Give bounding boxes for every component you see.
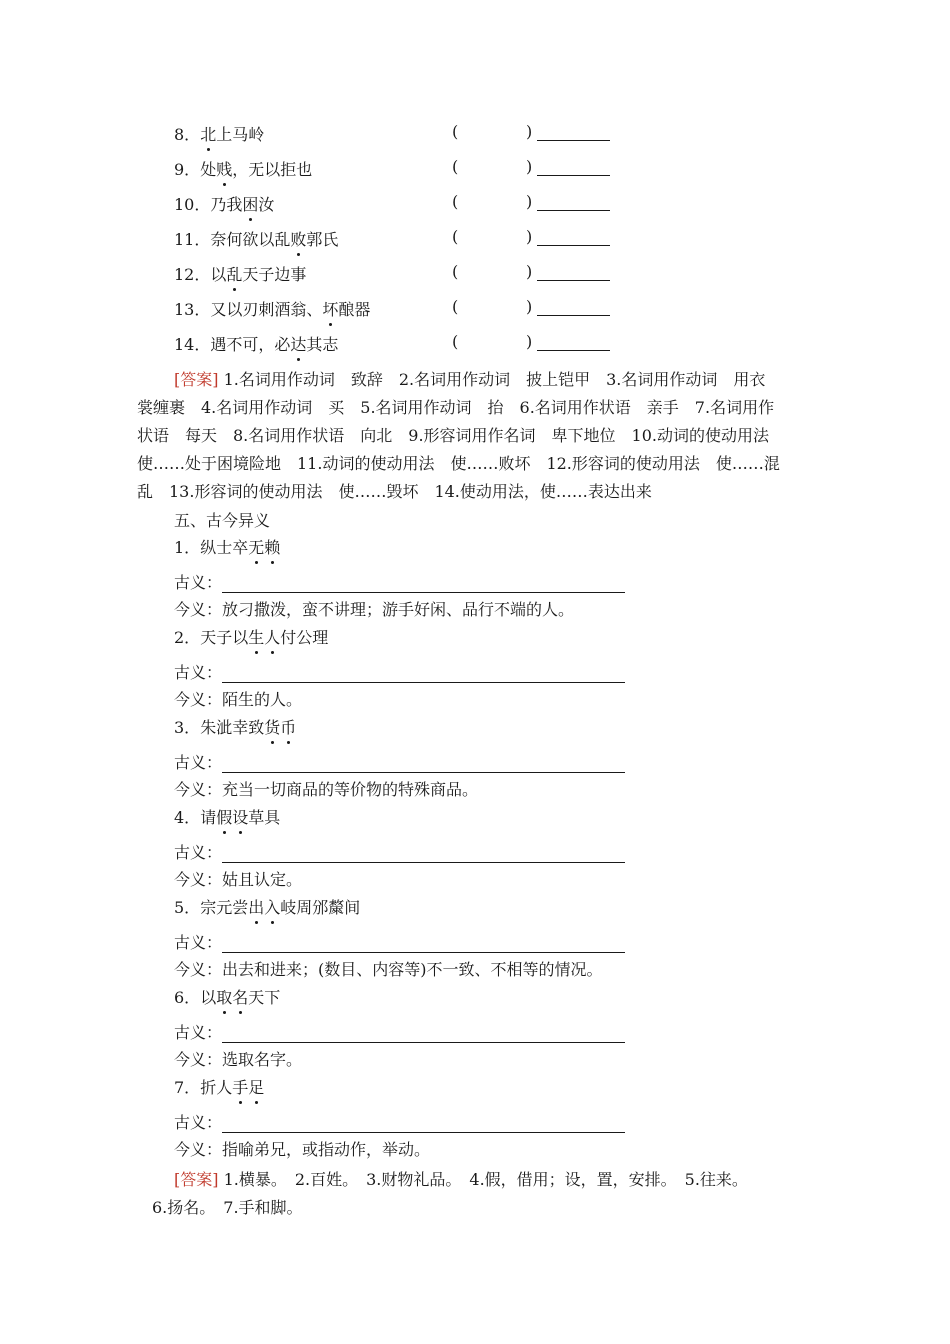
exercise-number: 10． bbox=[174, 195, 211, 214]
exercise-number: 14． bbox=[174, 335, 211, 354]
text-fragment: 天下 bbox=[248, 988, 281, 1007]
modern-meaning-row bbox=[174, 597, 574, 620]
text-fragment: 遇不可，必 bbox=[210, 335, 291, 354]
exercise-number: 11． bbox=[174, 230, 211, 249]
text-fragment: 乃我 bbox=[210, 195, 243, 214]
answer-line bbox=[137, 395, 774, 418]
emphasis-char: 假 bbox=[216, 805, 232, 828]
emphasis-char: 币 bbox=[280, 715, 296, 738]
phrase-item bbox=[174, 715, 296, 738]
answer-blank[interactable] bbox=[537, 297, 610, 316]
text-fragment: 酿器 bbox=[338, 300, 371, 319]
text-fragment: 人 bbox=[216, 1078, 233, 1097]
text-fragment: 宗元尝 bbox=[200, 898, 249, 917]
text-fragment: 上马岭 bbox=[216, 125, 265, 144]
ancient-meaning-blank[interactable] bbox=[222, 576, 625, 593]
text-fragment: 以 bbox=[210, 265, 227, 284]
text-fragment: 其志 bbox=[306, 335, 339, 354]
exercise-text bbox=[174, 227, 338, 250]
paren-close: ) bbox=[526, 227, 533, 246]
ancient-meaning-row bbox=[174, 660, 625, 683]
modern-meaning-text: 选取名字。 bbox=[222, 1050, 303, 1069]
emphasis-char: 无 bbox=[248, 535, 264, 558]
ancient-meaning-blank[interactable] bbox=[222, 1116, 625, 1133]
text-fragment: 草具 bbox=[248, 808, 281, 827]
answer-blank[interactable] bbox=[537, 262, 610, 281]
ancient-meaning-blank[interactable] bbox=[222, 756, 625, 773]
exercise-row bbox=[0, 332, 950, 354]
emphasis-char: 足 bbox=[248, 1075, 264, 1098]
ancient-meaning-label: 古义： bbox=[174, 933, 223, 952]
text-fragment: 处 bbox=[200, 160, 217, 179]
exercise-row bbox=[0, 122, 950, 144]
exercise-row bbox=[0, 262, 950, 284]
emphasis-char: 货 bbox=[264, 715, 280, 738]
answer-block-2-line-1 bbox=[174, 1167, 748, 1190]
paren-open: ( bbox=[452, 227, 459, 246]
text-fragment: 请 bbox=[200, 808, 217, 827]
phrase-number: 6． bbox=[174, 988, 201, 1007]
text-fragment: 朱泚幸致 bbox=[200, 718, 265, 737]
modern-meaning-text: 充当一切商品的等价物的特殊商品。 bbox=[222, 780, 479, 799]
modern-meaning-label: 今义： bbox=[174, 690, 223, 709]
ancient-meaning-blank[interactable] bbox=[222, 666, 625, 683]
phrase-item bbox=[174, 1075, 264, 1098]
exercise-row bbox=[0, 192, 950, 214]
modern-meaning-label: 今义： bbox=[174, 960, 223, 979]
answer-line bbox=[137, 451, 780, 474]
emphasis-char: 坏 bbox=[322, 297, 338, 320]
answer-line bbox=[137, 423, 769, 446]
phrase-item bbox=[174, 805, 280, 828]
answer-blank[interactable] bbox=[537, 227, 610, 246]
ancient-meaning-row bbox=[174, 750, 625, 773]
ancient-meaning-label: 古义： bbox=[174, 1113, 223, 1132]
answer-text: 状语 每天 8.名词用作状语 向北 9.形容词用作名词 卑下地位 10.动词的使动用法 bbox=[137, 426, 769, 445]
modern-meaning-label: 今义： bbox=[174, 600, 223, 619]
modern-meaning-text: 放刁撒泼，蛮不讲理；游手好闲、品行不端的人。 bbox=[222, 600, 575, 619]
ancient-meaning-blank[interactable] bbox=[222, 1026, 625, 1043]
text-fragment: 天子以 bbox=[200, 628, 249, 647]
exercise-text bbox=[174, 297, 370, 320]
exercise-row bbox=[0, 157, 950, 179]
phrase-number: 7． bbox=[174, 1078, 201, 1097]
paren-open: ( bbox=[452, 262, 459, 281]
emphasis-char: 贱 bbox=[216, 157, 232, 180]
answer-line bbox=[174, 367, 765, 390]
text-fragment: 汝 bbox=[258, 195, 275, 214]
text-fragment: ，无以拒也 bbox=[232, 160, 313, 179]
exercise-row bbox=[0, 297, 950, 319]
paren-open: ( bbox=[452, 297, 459, 316]
ancient-meaning-row bbox=[174, 1110, 625, 1133]
section-title: 五、古今异义 bbox=[174, 511, 271, 530]
emphasis-char: 人 bbox=[264, 625, 280, 648]
paren-open: ( bbox=[452, 157, 459, 176]
answer-text: 乱 13.形容词的使动用法 使……毁坏 14.使动用法，使……表达出来 bbox=[137, 482, 652, 501]
phrase-number: 2． bbox=[174, 628, 201, 647]
text-fragment: 郭氏 bbox=[306, 230, 339, 249]
exercise-number: 9． bbox=[174, 160, 201, 179]
modern-meaning-text: 出去和进来；(数目、内容等)不一致、不相等的情况。 bbox=[222, 960, 603, 979]
answer-block-2-line-2: 6.扬名。 7.手和脚。 bbox=[152, 1198, 303, 1217]
phrase-item bbox=[174, 985, 280, 1008]
paren-close: ) bbox=[526, 332, 533, 351]
exercise-text bbox=[174, 157, 312, 180]
paren-close: ) bbox=[526, 297, 533, 316]
paren-close: ) bbox=[526, 122, 533, 141]
modern-meaning-text: 姑且认定。 bbox=[222, 870, 303, 889]
answer-text: 使……处于困境险地 11.动词的使动用法 使……败坏 12.形容词的使动用法 使……混 bbox=[137, 454, 780, 473]
ancient-meaning-label: 古义： bbox=[174, 843, 223, 862]
modern-meaning-text: 指喻弟兄，或指动作，举动。 bbox=[222, 1140, 431, 1159]
modern-meaning-text: 陌生的人。 bbox=[222, 690, 303, 709]
ancient-meaning-row bbox=[174, 930, 625, 953]
emphasis-char: 困 bbox=[242, 192, 258, 215]
phrase-item bbox=[174, 625, 328, 648]
answer-blank[interactable] bbox=[537, 192, 610, 211]
modern-meaning-row bbox=[174, 957, 603, 980]
text-fragment: 付公理 bbox=[280, 628, 329, 647]
emphasis-char: 败 bbox=[290, 227, 306, 250]
text-fragment: 纵士卒 bbox=[200, 538, 249, 557]
exercise-text bbox=[174, 262, 306, 285]
paren-close: ) bbox=[526, 157, 533, 176]
modern-meaning-row bbox=[174, 1047, 302, 1070]
paren-open: ( bbox=[452, 332, 459, 351]
answer-blank[interactable] bbox=[537, 332, 610, 351]
answer-tag: [答案] bbox=[174, 1170, 219, 1189]
phrase-number: 3． bbox=[174, 718, 201, 737]
emphasis-char: 乱 bbox=[226, 262, 242, 285]
emphasis-char: 赖 bbox=[264, 535, 280, 558]
text-fragment: 奈何欲以乱 bbox=[210, 230, 291, 249]
exercise-text bbox=[174, 332, 338, 355]
modern-meaning-row bbox=[174, 1137, 430, 1160]
answer-text: 裳缠裹 4.名词用作动词 买 5.名词用作动词 抬 6.名词用作状语 亲手 7.名词用作 bbox=[137, 398, 775, 417]
text-fragment: 又以刃刺酒翁、 bbox=[210, 300, 323, 319]
ancient-meaning-blank[interactable] bbox=[222, 846, 625, 863]
ancient-meaning-row bbox=[174, 570, 625, 593]
answer-tag: [答案] bbox=[174, 370, 224, 389]
paren-close: ) bbox=[526, 262, 533, 281]
text-fragment: 以 bbox=[200, 988, 217, 1007]
emphasis-char: 设 bbox=[232, 805, 248, 828]
emphasis-char: 入 bbox=[264, 895, 280, 918]
ancient-meaning-row bbox=[174, 1020, 625, 1043]
text-fragment: 岐周邠斄间 bbox=[280, 898, 361, 917]
ancient-meaning-label: 古义： bbox=[174, 573, 223, 592]
emphasis-char: 名 bbox=[232, 985, 248, 1008]
modern-meaning-label: 今义： bbox=[174, 1140, 223, 1159]
phrase-item bbox=[174, 895, 360, 918]
ancient-meaning-label: 古义： bbox=[174, 1023, 223, 1042]
modern-meaning-label: 今义： bbox=[174, 1050, 223, 1069]
answer-line bbox=[137, 479, 652, 502]
paren-open: ( bbox=[452, 192, 459, 211]
answer-text: 1.横暴。 2.百姓。 3.财物礼品。 4.假，借用；设，置，安排。 5.往来。 bbox=[223, 1170, 748, 1189]
emphasis-char: 取 bbox=[216, 985, 232, 1008]
answer-blank[interactable] bbox=[537, 157, 610, 176]
ancient-meaning-row bbox=[174, 840, 625, 863]
exercise-text bbox=[174, 122, 264, 145]
phrase-number: 5． bbox=[174, 898, 201, 917]
modern-meaning-row bbox=[174, 777, 478, 800]
emphasis-char: 出 bbox=[248, 895, 264, 918]
modern-meaning-label: 今义： bbox=[174, 780, 223, 799]
exercise-row bbox=[0, 227, 950, 249]
emphasis-char: 生 bbox=[248, 625, 264, 648]
phrase-number: 1． bbox=[174, 538, 201, 557]
exercise-number: 12． bbox=[174, 265, 211, 284]
modern-meaning-row bbox=[174, 867, 302, 890]
modern-meaning-label: 今义： bbox=[174, 870, 223, 889]
ancient-meaning-label: 古义： bbox=[174, 663, 223, 682]
exercise-text bbox=[174, 192, 274, 215]
phrase-item bbox=[174, 535, 280, 558]
emphasis-char: 达 bbox=[290, 332, 306, 355]
emphasis-char: 手 bbox=[232, 1075, 248, 1098]
answer-blank[interactable] bbox=[537, 122, 610, 141]
answer-text: 1.名词用作动词 致辞 2.名词用作动词 披上铠甲 3.名词用作动词 用衣 bbox=[223, 370, 766, 389]
modern-meaning-row bbox=[174, 687, 302, 710]
text-fragment: 折 bbox=[200, 1078, 217, 1097]
paren-open: ( bbox=[452, 122, 459, 141]
ancient-meaning-label: 古义： bbox=[174, 753, 223, 772]
exercise-number: 13． bbox=[174, 300, 211, 319]
phrase-number: 4． bbox=[174, 808, 201, 827]
text-fragment: 天子边事 bbox=[242, 265, 307, 284]
exercise-number: 8． bbox=[174, 125, 201, 144]
ancient-meaning-blank[interactable] bbox=[222, 936, 625, 953]
paren-close: ) bbox=[526, 192, 533, 211]
emphasis-char: 北 bbox=[200, 122, 216, 145]
